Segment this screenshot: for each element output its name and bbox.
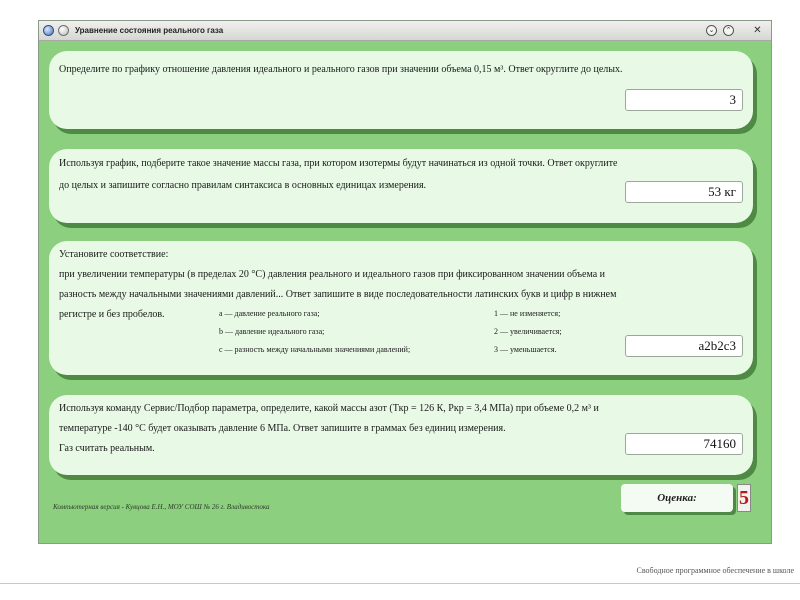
option-a: а — давление реального газа; bbox=[219, 309, 320, 318]
window-controls bbox=[706, 25, 763, 36]
task-1-answer-field[interactable]: 3 bbox=[625, 89, 743, 111]
minimize-icon[interactable]: ⌄ bbox=[706, 25, 717, 36]
task-3-line-3: разность между начальными значениями давлений... Ответ запишите в виде последовательности латинских букв и цифр в нижнем bbox=[59, 289, 617, 300]
score-button[interactable]: Оценка: bbox=[621, 484, 733, 512]
option-3: 3 — уменьшается. bbox=[494, 345, 557, 354]
task-1-line-1: Определите по графику отношение давления идеального и реального газов при значении объема 0,15 м³. Ответ округлите до целых. bbox=[59, 64, 623, 75]
task-panel-2 bbox=[49, 149, 753, 223]
task-3-answer-field[interactable]: a2b2c3 bbox=[625, 335, 743, 357]
task-3-line-4: регистре и без пробелов. bbox=[59, 309, 165, 320]
task-4-line-3: Газ считать реальным. bbox=[59, 443, 155, 454]
window-menu-icon[interactable] bbox=[43, 25, 54, 36]
task-2-answer-field[interactable]: 53 кг bbox=[625, 181, 743, 203]
task-2-line-2: до целых и запишите согласно правилам синтаксиса в основных единицах измерения. bbox=[59, 180, 427, 191]
task-3-line-2: при увеличении температуры (в пределах 20 °С) давления реального и идеального газов при фиксированном значении объема и bbox=[59, 269, 606, 280]
task-panel-1 bbox=[49, 51, 753, 129]
option-2: 2 — увеличивается; bbox=[494, 327, 562, 336]
task-3-line-1: Установите соответствие: bbox=[59, 249, 169, 260]
task-panel-3 bbox=[49, 241, 753, 375]
grade-value: 5 bbox=[737, 484, 751, 512]
window-title: Уравнение состояния реального газа bbox=[75, 26, 224, 35]
option-b: b — давление идеального газа; bbox=[219, 327, 325, 336]
pin-icon[interactable] bbox=[58, 25, 69, 36]
task-3-right-options bbox=[494, 305, 562, 359]
close-icon[interactable]: ✕ bbox=[753, 25, 762, 36]
maximize-icon[interactable]: ⌃ bbox=[723, 25, 734, 36]
task-4-line-2: температуре -140 °С будет оказывать давление 6 МПа. Ответ запишите в граммах без единиц измерения. bbox=[59, 423, 506, 434]
task-4-line-1: Используя команду Сервис/Подбор параметра, определите, какой массы азот (Ткр = 126 К, Ркр = 3,4 МПа) при объеме 0,2 м³ и bbox=[59, 403, 599, 414]
bottom-divider bbox=[0, 583, 800, 584]
slide-caption: Свободное программное обеспечение в школе bbox=[636, 566, 794, 575]
task-3-left-options bbox=[219, 305, 410, 359]
option-c: с — разность между начальными значениями давлений; bbox=[219, 345, 411, 354]
app-window bbox=[38, 20, 772, 544]
option-1: 1 — не изменяется; bbox=[494, 309, 561, 318]
task-panel-4 bbox=[49, 395, 753, 475]
task-4-answer-field[interactable]: 74160 bbox=[625, 433, 743, 455]
author-credit: Компьютерная версия - Кувцова Е.Н., МОУ СОШ № 26 г. Владивостока bbox=[53, 503, 270, 511]
titlebar bbox=[39, 21, 771, 41]
task-2-line-1: Используя график, подберите такое значение массы газа, при котором изотермы будут начинаться из одной точки. Ответ округлите bbox=[59, 158, 618, 169]
task-1-text bbox=[59, 59, 741, 81]
